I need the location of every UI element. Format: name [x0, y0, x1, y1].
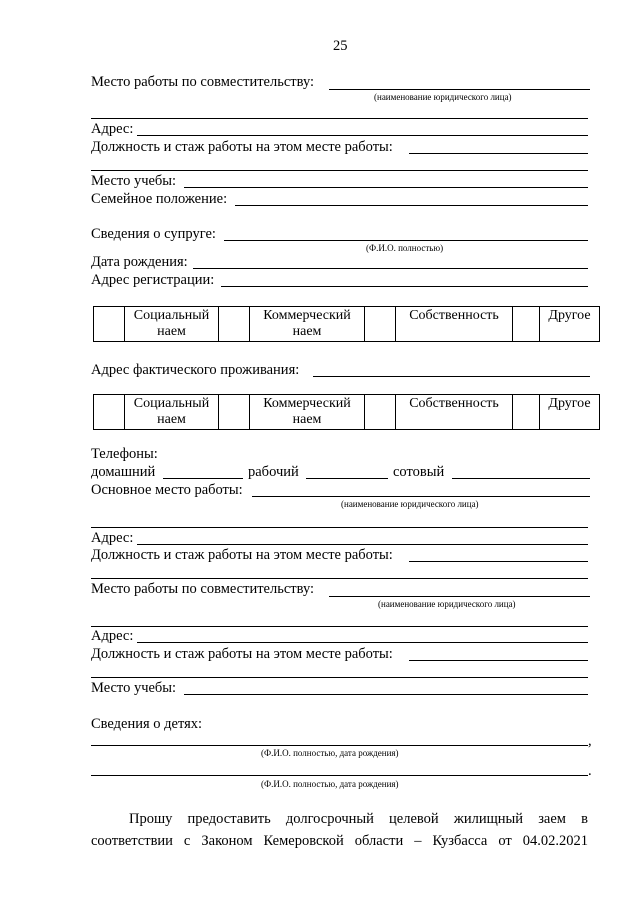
position-field[interactable] — [409, 660, 588, 661]
part-time-work-field-line2[interactable] — [91, 626, 588, 627]
ownership-option: Собственность — [396, 307, 513, 342]
study-label: Место учебы: — [91, 680, 177, 696]
home-phone-field[interactable] — [163, 478, 243, 479]
social-rent-checkbox[interactable] — [94, 307, 125, 342]
other-option: Другое — [540, 395, 600, 430]
social-rent-option: Социальный наем — [125, 307, 219, 342]
address-label: Адрес: — [91, 121, 134, 137]
child-2-period: . — [588, 763, 592, 779]
request-line-2: соответствии с Законом Кемеровской области – Кузбасса от 04.02.2021 — [91, 833, 588, 849]
main-work-field[interactable] — [252, 496, 590, 497]
marital-status-field[interactable] — [235, 205, 588, 206]
request-line-1: Прошу предоставить долгосрочный целевой жилищный заем в — [129, 811, 588, 827]
home-phone-label: домашний — [91, 464, 156, 480]
commercial-rent-checkbox[interactable] — [219, 307, 250, 342]
position-field-line2[interactable] — [91, 578, 588, 579]
part-time-work-label: Место работы по совместительству: — [91, 74, 315, 90]
birth-date-field[interactable] — [193, 268, 588, 269]
study-label: Место учебы: — [91, 173, 177, 189]
actual-address-label: Адрес фактического проживания: — [91, 362, 300, 378]
spouse-field[interactable] — [224, 240, 588, 241]
social-rent-checkbox[interactable] — [94, 395, 125, 430]
position-label: Должность и стаж работы на этом месте работы: — [91, 139, 393, 155]
work-phone-label: рабочий — [248, 464, 299, 480]
child-1-field[interactable] — [91, 745, 588, 746]
address-field[interactable] — [137, 135, 588, 136]
ownership-checkbox[interactable] — [365, 395, 396, 430]
fio-caption: (Ф.И.О. полностью) — [366, 243, 444, 253]
birth-date-label: Дата рождения: — [91, 254, 188, 270]
child-2-caption: (Ф.И.О. полностью, дата рождения) — [261, 779, 399, 789]
main-work-label: Основное место работы: — [91, 482, 243, 498]
registration-address-label: Адрес регистрации: — [91, 272, 215, 288]
part-time-work-field[interactable] — [329, 596, 590, 597]
commercial-rent-option: Коммерческий наем — [250, 395, 365, 430]
other-checkbox[interactable] — [513, 307, 540, 342]
ownership-checkbox[interactable] — [365, 307, 396, 342]
legal-entity-caption: (наименование юридического лица) — [378, 599, 516, 609]
child-1-comma: , — [588, 733, 592, 749]
social-rent-option: Социальный наем — [125, 395, 219, 430]
actual-housing-table — [93, 394, 600, 430]
spouse-label: Сведения о супруге: — [91, 226, 216, 242]
position-label: Должность и стаж работы на этом месте работы: — [91, 547, 393, 563]
registration-housing-table — [93, 306, 600, 342]
child-2-field[interactable] — [91, 775, 588, 776]
address-label: Адрес: — [91, 628, 134, 644]
position-field-line2[interactable] — [91, 677, 588, 678]
commercial-rent-option: Коммерческий наем — [250, 307, 365, 342]
marital-status-label: Семейное положение: — [91, 191, 228, 207]
registration-address-field[interactable] — [221, 286, 588, 287]
commercial-rent-checkbox[interactable] — [219, 395, 250, 430]
part-time-work-label: Место работы по совместительству: — [91, 581, 315, 597]
children-label: Сведения о детях: — [91, 716, 203, 732]
mobile-phone-field[interactable] — [452, 478, 590, 479]
part-time-work-field-line2[interactable] — [91, 118, 588, 119]
legal-entity-caption: (наименование юридического лица) — [341, 499, 479, 509]
ownership-option: Собственность — [396, 395, 513, 430]
address-field[interactable] — [137, 642, 588, 643]
page-number: 25 — [333, 38, 348, 54]
position-field[interactable] — [409, 561, 588, 562]
other-checkbox[interactable] — [513, 395, 540, 430]
study-field[interactable] — [184, 694, 588, 695]
address-label: Адрес: — [91, 530, 134, 546]
position-field-line2[interactable] — [91, 170, 588, 171]
request-paragraph — [91, 808, 588, 852]
main-work-field-line2[interactable] — [91, 527, 588, 528]
part-time-work-field[interactable] — [329, 89, 590, 90]
study-field[interactable] — [184, 187, 588, 188]
other-option: Другое — [540, 307, 600, 342]
legal-entity-caption: (наименование юридического лица) — [374, 92, 512, 102]
actual-address-field[interactable] — [313, 376, 590, 377]
phones-title: Телефоны: — [91, 446, 158, 462]
mobile-phone-label: сотовый — [393, 464, 445, 480]
address-field[interactable] — [137, 544, 588, 545]
position-field[interactable] — [409, 153, 588, 154]
position-label: Должность и стаж работы на этом месте работы: — [91, 646, 393, 662]
work-phone-field[interactable] — [306, 478, 388, 479]
child-1-caption: (Ф.И.О. полностью, дата рождения) — [261, 748, 399, 758]
